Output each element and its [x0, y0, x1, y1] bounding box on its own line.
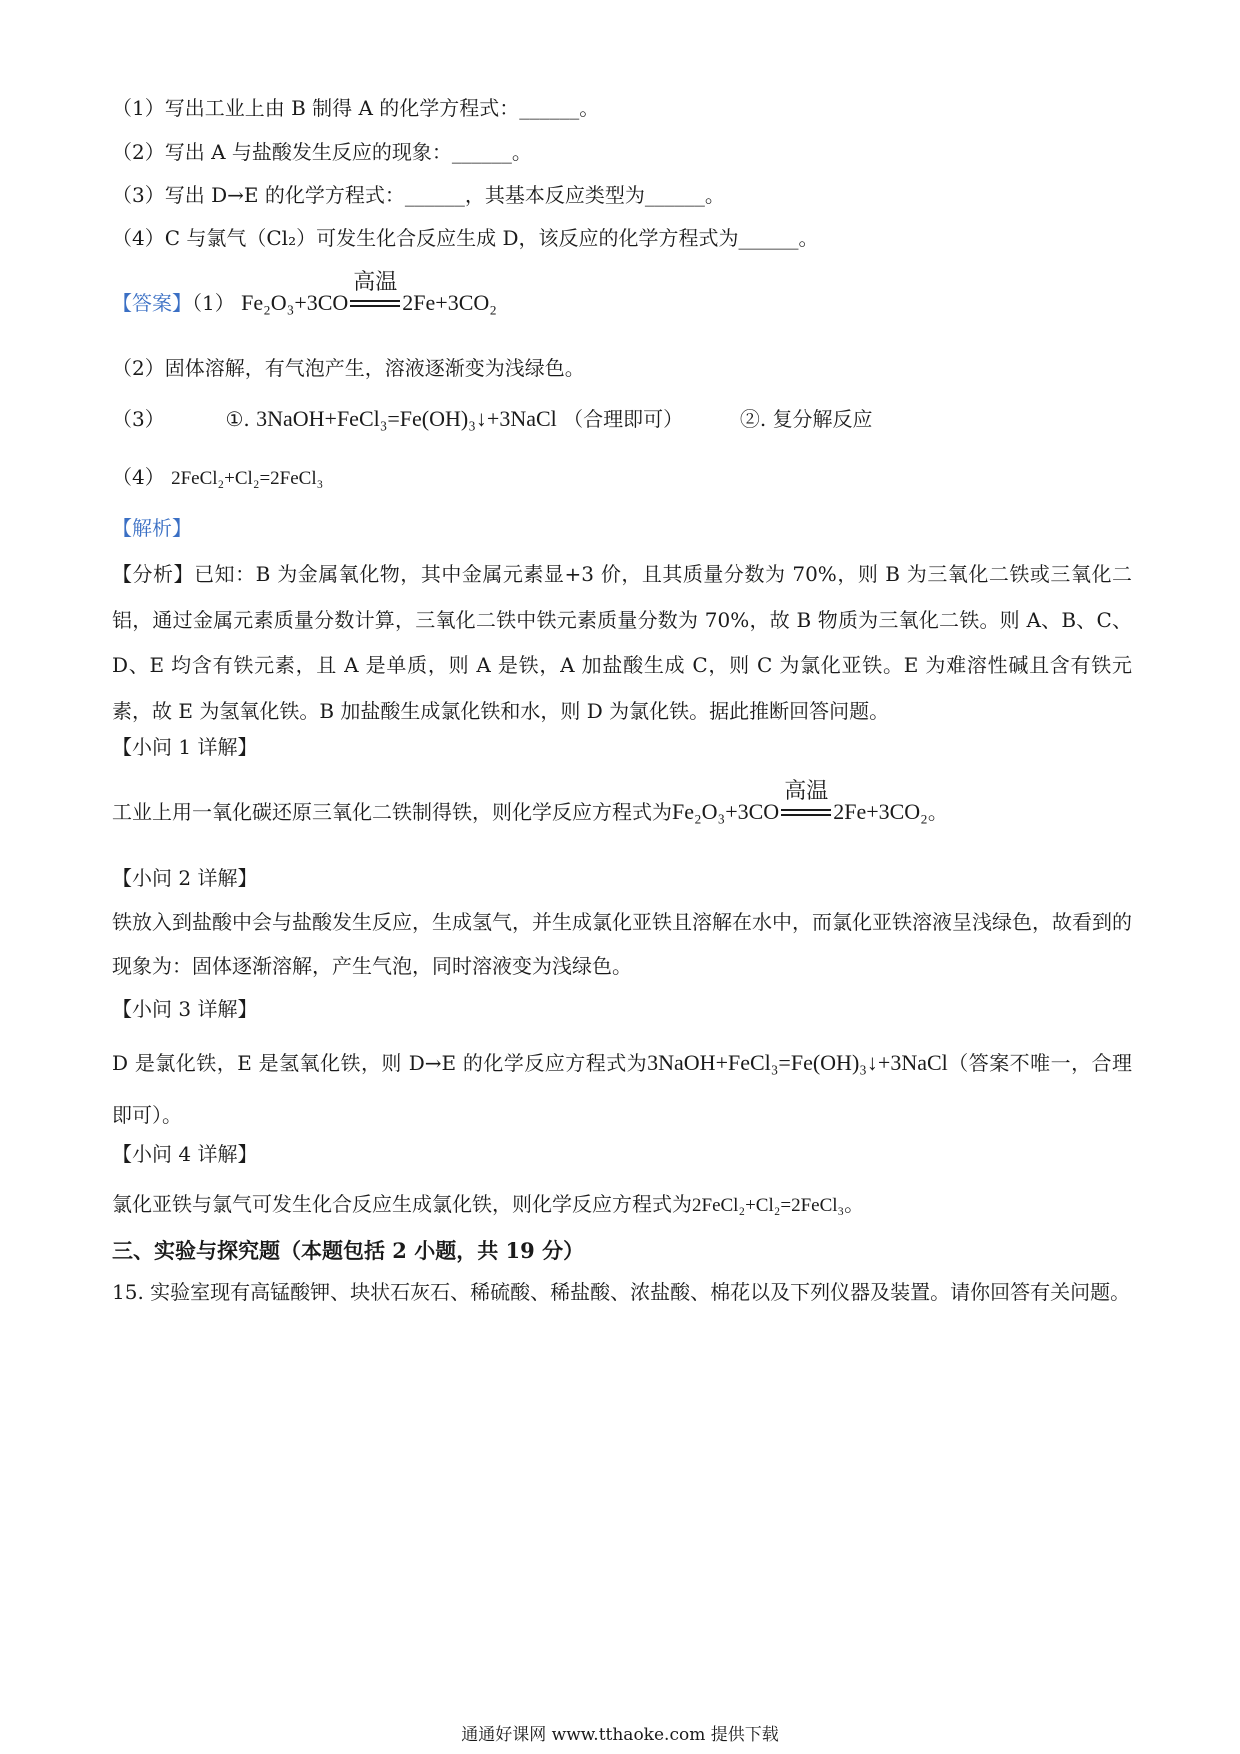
- s4-text: 氯化亚铁与氯气可发生化合反应生成氯化铁，则化学反应方程式为: [112, 1192, 692, 1216]
- s3-eq: 3NaOH+FeCl₃=Fe(OH)₃↓+3NaCl: [647, 1050, 948, 1075]
- answer-label: 【答案】: [112, 291, 192, 315]
- answer-4: [112, 463, 323, 493]
- condition-label: 高温: [353, 270, 398, 295]
- condition-label: 高温: [784, 779, 829, 804]
- footer: 通通好课网 www.tthaoke.com 提供下载: [461, 1725, 779, 1745]
- answer-2: （2）固体溶解，有气泡产生，溶液逐渐变为浅绿色。: [112, 356, 585, 380]
- answer-3-item1-note: （合理即可）: [563, 407, 684, 431]
- subquestion-1-title: 【小问 1 详解】: [112, 735, 258, 759]
- section-3-heading: 三、实验与探究题（本题包括 2 小题，共 19 分）: [112, 1238, 585, 1263]
- analysis-fenxi: 【分析】已知：B 为金属氧化物，其中金属元素显+3 价，且其质量分数为 70%，则 B 为三氧化二铁或三氧化二铝，通过金属元素质量分数计算，三氧化二铁中铁元素质量分数为 70%，故 B 物质为三氧化二铁。则 A、B、C、D、E 均含有铁元素，且 A 是单质，则 A 是铁，A 加盐酸生成 C，则 C 为氯化亚铁。E 为难溶性碱且含有铁元素，故 E 为氢氧化铁。B 加盐酸生成氯化铁和水，则 D 为氯化铁。据此推断回答问题。: [112, 562, 1132, 723]
- answer-3-item2-text: 复分解反应: [772, 407, 873, 431]
- high-temp-condition: [779, 779, 833, 826]
- s1-text: 工业上用一氧化碳还原三氧化二铁制得铁，则化学反应方程式为: [112, 800, 672, 824]
- subquestion-3-title: 【小问 3 详解】: [112, 997, 258, 1021]
- question-1: （1）写出工业上由 B 制得 A 的化学方程式：______。: [112, 96, 600, 120]
- answer-1: [112, 270, 497, 317]
- answer-4-prefix: （4）: [112, 465, 165, 489]
- s1-eq-right: 2Fe+3CO₂: [833, 799, 928, 824]
- s3-text: D 是氯化铁，E 是氢氧化铁，则 D→E 的化学反应方程式为: [112, 1051, 648, 1075]
- answer-1-eq-left: Fe₂O₃+3CO: [241, 290, 349, 315]
- high-temp-condition: [348, 270, 402, 317]
- answer-3: [112, 405, 873, 433]
- question-15: 15. 实验室现有高锰酸钾、块状石灰石、稀硫酸、稀盐酸、浓盐酸、棉花以及下列仪器及装置。请你回答有关问题。: [112, 1280, 1131, 1304]
- answer-1-prefix: （1）: [192, 291, 235, 315]
- answer-3-prefix: （3）: [112, 407, 165, 431]
- s1-end: 。: [927, 800, 948, 824]
- s4-end: 。: [844, 1192, 865, 1216]
- question-2: （2）写出 A 与盐酸发生反应的现象：______。: [112, 140, 532, 164]
- question-3: （3）写出 D→E 的化学方程式：______，其基本反应类型为______。: [112, 183, 725, 207]
- analysis-label: 【解析】: [112, 516, 192, 540]
- answer-3-item2-num: ②.: [739, 407, 767, 431]
- subquestion-4-title: 【小问 4 详解】: [112, 1142, 258, 1166]
- subquestion-4-text: [112, 1190, 864, 1220]
- answer-4-eq: 2FeCl₂+Cl₂=2FeCl₃: [171, 468, 324, 489]
- s3-end: （答案不唯一，合理即可）。: [112, 1051, 1132, 1127]
- answer-3-item1-eq: 3NaOH+FeCl₃=Fe(OH)₃↓+3NaCl: [256, 406, 557, 431]
- subquestion-2-title: 【小问 2 详解】: [112, 866, 258, 890]
- subquestion-1-text: [112, 779, 948, 826]
- answer-3-item1-num: ①.: [225, 407, 250, 431]
- s1-eq-left: Fe₂O₃+3CO: [672, 799, 780, 824]
- subquestion-2-text: 铁放入到盐酸中会与盐酸发生反应，生成氢气，并生成氯化亚铁且溶解在水中，而氯化亚铁溶液呈浅绿色，故看到的现象为：固体逐渐溶解，产生气泡，同时溶液变为浅绿色。: [112, 910, 1132, 978]
- answer-1-eq-right: 2Fe+3CO₂: [402, 290, 497, 315]
- subquestion-3-text: [112, 1037, 1132, 1141]
- s4-eq: 2FeCl₂+Cl₂=2FeCl₃: [692, 1195, 845, 1216]
- question-4: （4）C 与氯气（Cl₂）可发生化合反应生成 D，该反应的化学方程式为______。: [112, 226, 819, 250]
